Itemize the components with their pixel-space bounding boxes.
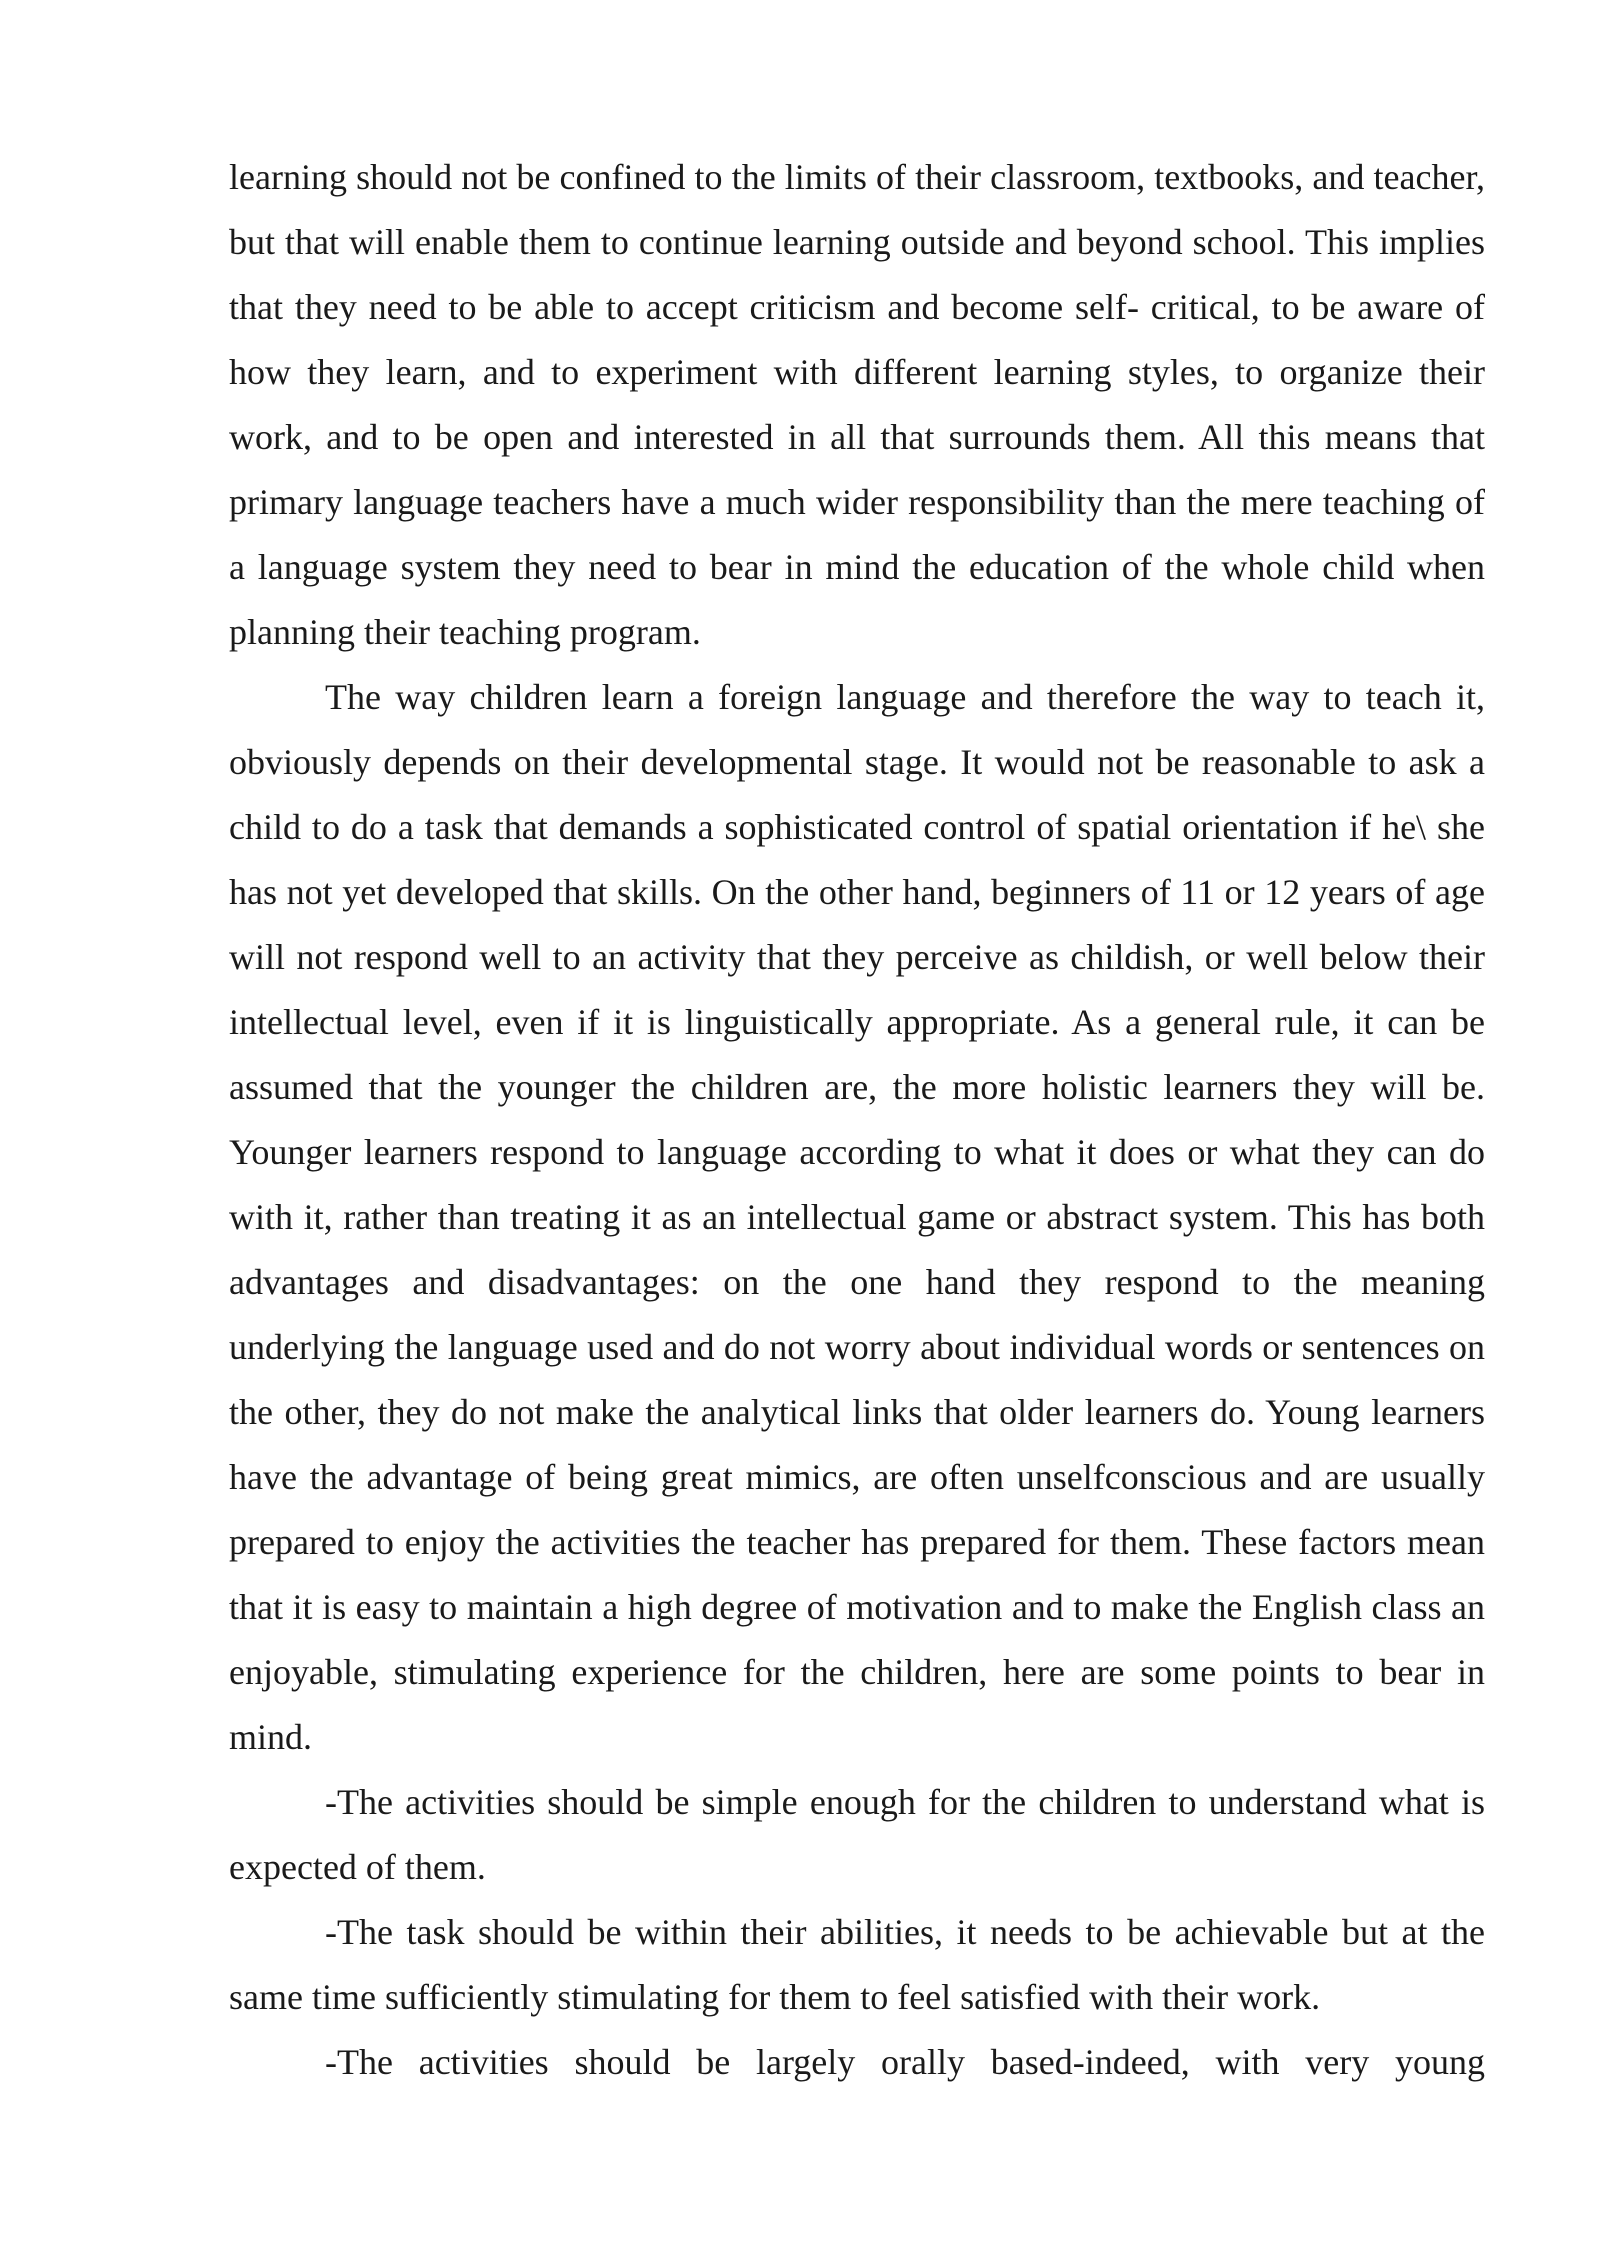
- document-body: [229, 145, 1485, 2095]
- paragraph-5-last-line: -The activities should be largely orally based-indeed, with very young: [325, 2042, 1485, 2082]
- paragraph-4: -The task should be within their abilities, it needs to be achievable but at the same time sufficiently stimulating for them to feel satisfied with their work.: [229, 1912, 1485, 2017]
- paragraph-3: -The activities should be simple enough for the children to understand what is expected of them.: [229, 1782, 1485, 1887]
- paragraph-2: The way children learn a foreign language and therefore the way to teach it, obviously depends on their developmental stage. It would not be reasonable to ask a child to do a task that demands a sophisticated control of spatial orientation if he\ she has not yet developed that skills. On the other hand, beginners of 11 or 12 years of age will not respond well to an activity that they perceive as childish, or well below their intellectual level, even if it is linguistically appropriate. As a general rule, it can be assumed that the younger the children are, the more holistic learners they will be. Younger learners respond to language according to what it does or what they can do with it, rather than treating it as an intellectual game or abstract system. This has both advantages and disadvantages: on the one hand they respond to the meaning underlying the language used and do not worry about individual words or sentences on the other, they do not make the analytical links that older learners do. Young learners have the advantage of being great mimics, are often unselfconscious and are usually prepared to enjoy the activities the teacher has prepared for them. These factors mean that it is easy to maintain a high degree of motivation and to make the English class an enjoyable, stimulating experience for the children, here are some points to bear in mind.: [229, 677, 1485, 1757]
- paragraph-1: learning should not be confined to the limits of their classroom, textbooks, and teacher, but that will enable them to continue learning outside and beyond school. This implies that they need to be able to accept criticism and become self- critical, to be aware of how they learn, and to experiment with different learning styles, to organize their work, and to be open and interested in all that surrounds them. All this means that primary language teachers have a much wider responsibility than the mere teaching of a language system they need to bear in mind the education of the whole child when planning their teaching program.: [229, 157, 1485, 652]
